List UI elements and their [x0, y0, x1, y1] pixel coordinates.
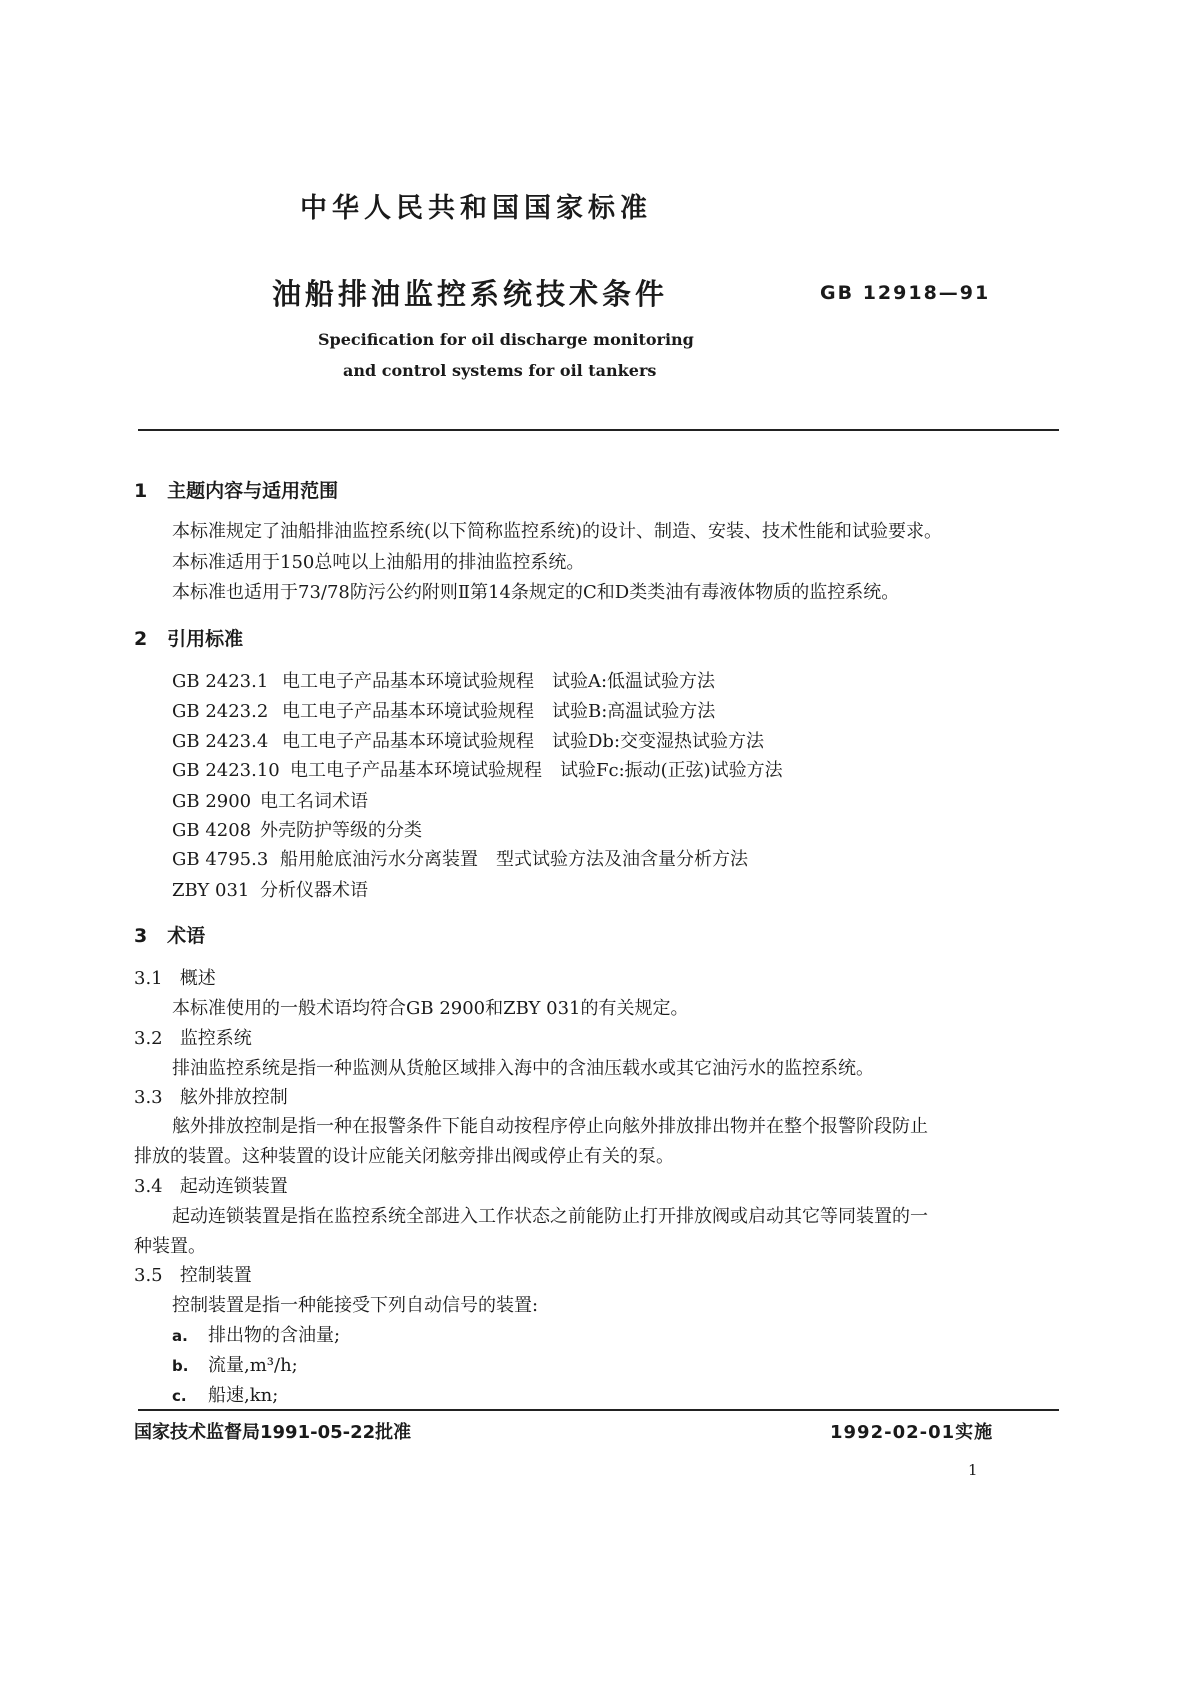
- subsection-3-3-body-line2: 排放的装置。这种装置的设计应能关闭舷旁排出阀或停止有关的泵。: [134, 1146, 674, 1167]
- list-item: [172, 1351, 298, 1377]
- subsection-3-4-body-line1: 起动连锁装置是指在监控系统全部进入工作状态之前能防止打开排放阀或启动其它等同装置的一: [172, 1206, 928, 1227]
- subsection-3-4-body-line2: 种装置。: [134, 1236, 206, 1257]
- reference-title: 外壳防护等级的分类: [260, 820, 422, 841]
- reference-item: [172, 787, 368, 813]
- list-item-text: 船速,kn;: [208, 1385, 279, 1406]
- reference-item: [172, 845, 748, 871]
- section1-paragraph: 本标准也适用于73/78防污公约附则Ⅱ第14条规定的C和D类类油有毒液体物质的监控系统。: [172, 582, 900, 603]
- subsection-title: 起动连锁装置: [179, 1176, 288, 1197]
- reference-item: [172, 727, 764, 753]
- list-item-text: 排出物的含油量;: [208, 1325, 341, 1346]
- subsection-number: 3.4: [134, 1176, 163, 1197]
- section1-paragraph: 本标准适用于150总吨以上油船用的排油监控系统。: [172, 552, 585, 573]
- list-item-label: b.: [172, 1357, 189, 1375]
- reference-title: 电工名词术语: [260, 791, 368, 812]
- subsection-3-2-body: 排油监控系统是指一种监测从货舱区域排入海中的含油压载水或其它油污水的监控系统。: [172, 1058, 874, 1079]
- reference-code: GB 2423.2: [172, 701, 269, 722]
- list-item-label: c.: [172, 1387, 187, 1405]
- subsection-3-4-heading: [134, 1172, 288, 1198]
- subsection-3-1-heading: [134, 964, 216, 990]
- section1-paragraph: 本标准规定了油船排油监控系统(以下简称监控系统)的设计、制造、安装、技术性能和试验要求。: [172, 521, 943, 542]
- subsection-number: 3.1: [134, 968, 163, 989]
- reference-code: GB 4795.3: [172, 849, 269, 870]
- section3-heading: [134, 921, 205, 948]
- section2-heading: [134, 624, 243, 651]
- reference-item: [172, 667, 715, 693]
- subsection-number: 3.3: [134, 1087, 163, 1108]
- page-number: 1: [968, 1461, 978, 1479]
- reference-code: GB 2423.4: [172, 731, 269, 752]
- header-divider: [138, 429, 1059, 431]
- reference-item: [172, 756, 783, 782]
- reference-item: [172, 876, 368, 902]
- list-item-label: a.: [172, 1327, 188, 1345]
- reference-title: 分析仪器术语: [260, 880, 368, 901]
- document-title-en-line2: and control systems for oil tankers: [343, 361, 657, 380]
- standard-number: GB 12918—91: [820, 282, 991, 304]
- reference-item: [172, 697, 715, 723]
- reference-title: 电工电子产品基本环境试验规程 试验Db:交变湿热试验方法: [282, 731, 765, 752]
- subsection-title: 概述: [179, 968, 216, 989]
- national-standard-heading: 中华人民共和国国家标准: [300, 193, 652, 224]
- section1-title: 主题内容与适用范围: [167, 480, 339, 502]
- reference-code: GB 2423.10: [172, 760, 280, 781]
- reference-code: GB 2423.1: [172, 671, 269, 692]
- reference-code: GB 2900: [172, 791, 252, 812]
- reference-code: GB 4208: [172, 820, 252, 841]
- section2-title: 引用标准: [167, 628, 244, 650]
- reference-title: 船用舱底油污水分离装置 型式试验方法及油含量分析方法: [280, 849, 748, 870]
- list-item: [172, 1381, 278, 1407]
- list-item-text: 流量,m³/h;: [208, 1355, 298, 1376]
- document-title-en-line1: Specification for oil discharge monitoring: [318, 330, 694, 349]
- section3-title: 术语: [167, 925, 206, 947]
- footer-divider: [138, 1409, 1059, 1411]
- subsection-3-5-body: 控制装置是指一种能接受下列自动信号的装置:: [172, 1295, 539, 1316]
- subsection-3-5-heading: [134, 1261, 252, 1287]
- document-title-cn: 油船排油监控系统技术条件: [272, 277, 669, 311]
- approval-date: 国家技术监督局1991-05-22批准: [134, 1422, 412, 1443]
- section3-number: 3: [134, 925, 148, 947]
- subsection-title: 监控系统: [179, 1028, 252, 1049]
- subsection-number: 3.5: [134, 1265, 163, 1286]
- section1-number: 1: [134, 480, 148, 502]
- section1-heading: [134, 476, 338, 503]
- reference-title: 电工电子产品基本环境试验规程 试验A:低温试验方法: [282, 671, 716, 692]
- effective-date: 1992-02-01实施: [830, 1422, 994, 1443]
- subsection-3-1-body: 本标准使用的一般术语均符合GB 2900和ZBY 031的有关规定。: [172, 998, 689, 1019]
- subsection-3-2-heading: [134, 1024, 252, 1050]
- reference-title: 电工电子产品基本环境试验规程 试验B:高温试验方法: [282, 701, 716, 722]
- subsection-3-3-heading: [134, 1083, 288, 1109]
- subsection-number: 3.2: [134, 1028, 163, 1049]
- subsection-title: 舷外排放控制: [179, 1087, 288, 1108]
- subsection-3-3-body-line1: 舷外排放控制是指一种在报警条件下能自动按程序停止向舷外排放排出物并在整个报警阶段防止: [172, 1116, 928, 1137]
- list-item: [172, 1321, 340, 1347]
- section2-number: 2: [134, 628, 148, 650]
- reference-code: ZBY 031: [172, 880, 250, 901]
- subsection-title: 控制装置: [179, 1265, 252, 1286]
- reference-title: 电工电子产品基本环境试验规程 试验Fc:振动(正弦)试验方法: [290, 760, 783, 781]
- reference-item: [172, 816, 422, 842]
